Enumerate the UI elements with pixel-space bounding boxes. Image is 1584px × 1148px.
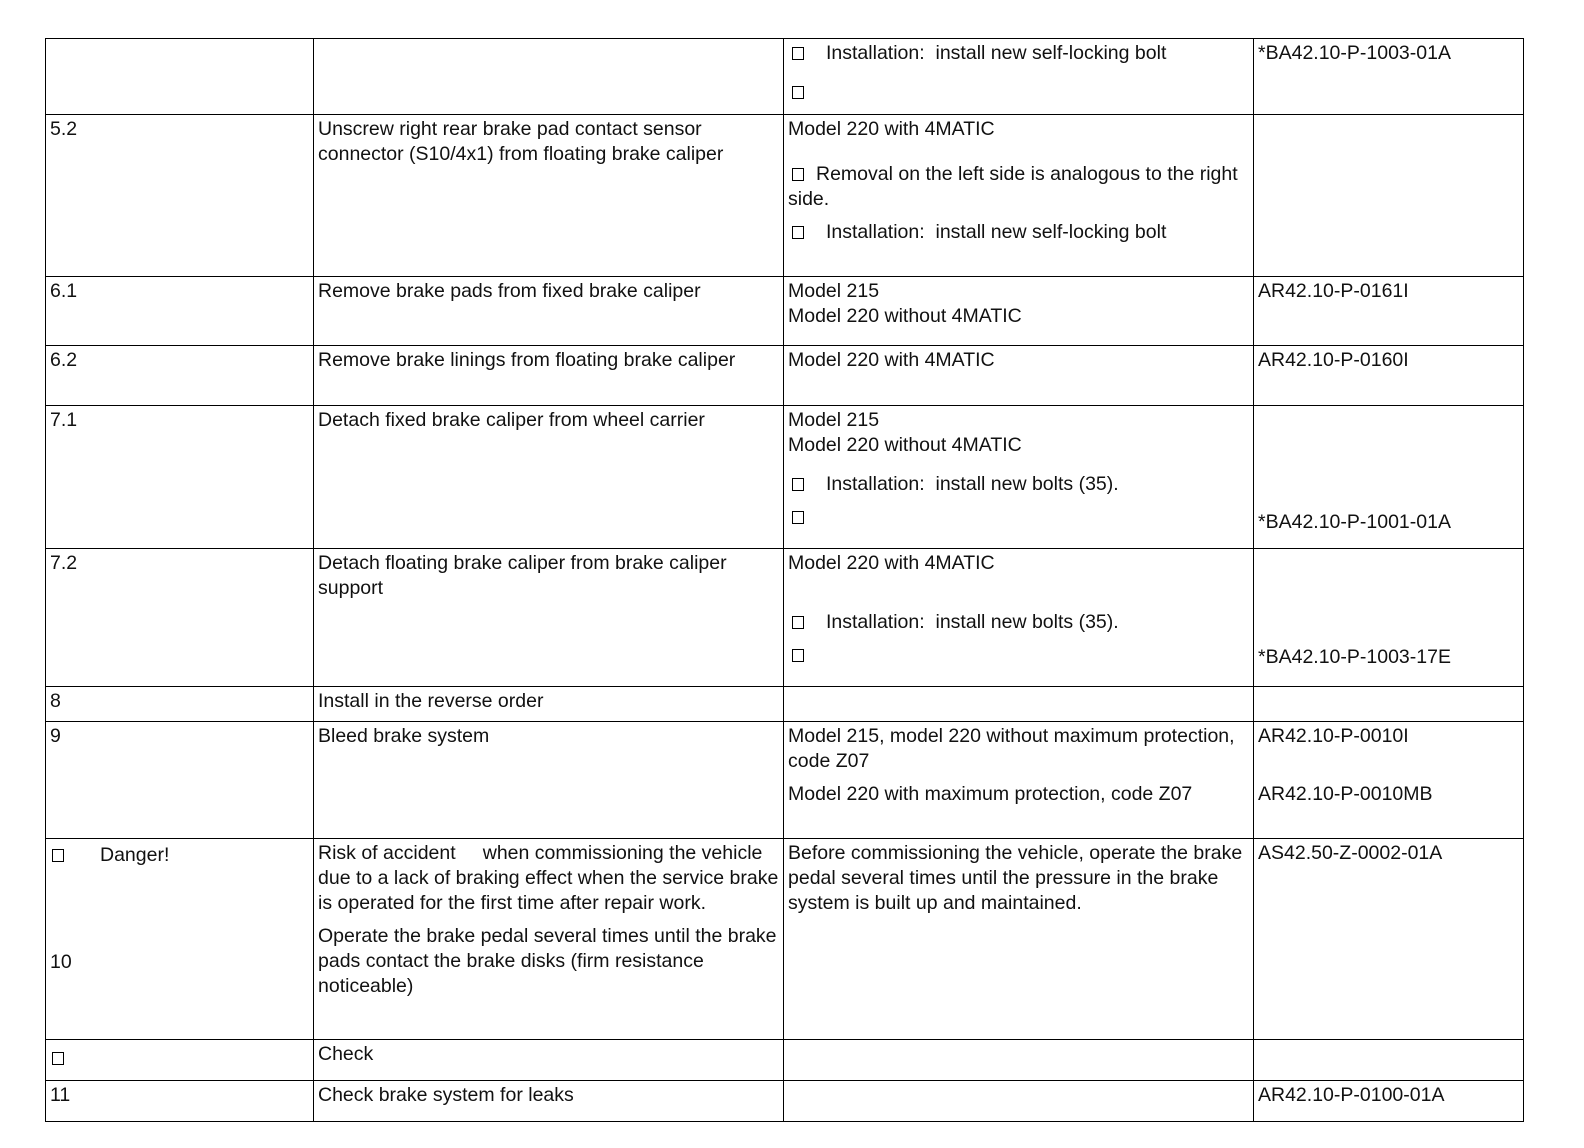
note-item — [788, 643, 1249, 668]
action-cell: Bleed brake system — [314, 722, 784, 839]
ref-cell — [1254, 39, 1524, 115]
table-row — [46, 687, 1524, 722]
action-cell: Check brake system for leaks — [314, 1081, 784, 1122]
note-item — [788, 80, 1249, 105]
notes-cell — [784, 687, 1254, 722]
ref-cell — [1254, 1040, 1524, 1081]
action-cell: Unscrew right rear brake pad contact sensor connector (S10/4x1) from floating brake caliper — [314, 115, 784, 277]
notes-cell — [784, 115, 1254, 277]
action-cell: Detach floating brake caliper from brake caliper support — [314, 549, 784, 687]
doc-ref-link[interactable]: AR42.10-P-0010MB — [1258, 783, 1433, 805]
note-item: Model 215 — [788, 409, 880, 431]
action-cell: Detach fixed brake caliper from wheel carrier — [314, 406, 784, 549]
notes-cell — [784, 1040, 1254, 1081]
action-cell: Remove brake linings from floating brake caliper — [314, 346, 784, 406]
note-item: Model 215 — [788, 280, 880, 302]
table-row — [46, 1040, 1524, 1081]
note-item: Model 220 with 4MATIC — [788, 349, 995, 371]
step-cell: 7.2 — [46, 549, 314, 687]
doc-ref-link[interactable]: AR42.10-P-0100-01A — [1258, 1084, 1445, 1106]
notes-cell — [784, 406, 1254, 549]
ref-cell — [1254, 277, 1524, 346]
note-item: Installation: install new bolts (35). — [788, 472, 1249, 497]
checkbox-icon — [792, 226, 804, 239]
doc-ref-link[interactable]: AR42.10-P-0010I — [1258, 725, 1409, 747]
notes-cell — [784, 839, 1254, 1040]
table-row — [46, 1081, 1524, 1122]
danger-note: Danger! — [50, 843, 309, 868]
action-cell: Install in the reverse order — [314, 687, 784, 722]
note-item — [788, 505, 1249, 530]
table-row — [46, 406, 1524, 549]
doc-ref-link[interactable]: AS42.50-Z-0002-01A — [1258, 842, 1443, 864]
table-row — [46, 115, 1524, 277]
ref-cell — [1254, 346, 1524, 406]
doc-ref-link[interactable]: *BA42.10-P-1001-01A — [1258, 511, 1451, 533]
step-cell: 7.1 — [46, 406, 314, 549]
ref-cell — [1254, 839, 1524, 1040]
notes-cell — [784, 277, 1254, 346]
checkbox-icon — [792, 168, 804, 181]
note-item: Model 220 without 4MATIC — [788, 305, 1022, 327]
checkbox-icon — [792, 86, 804, 99]
ref-cell — [1254, 406, 1524, 549]
ref-cell — [1254, 1081, 1524, 1122]
notes-cell — [784, 549, 1254, 687]
doc-ref-link[interactable]: AR42.10-P-0161I — [1258, 280, 1409, 302]
step-cell: 8 — [46, 687, 314, 722]
doc-ref-link[interactable]: AR42.10-P-0160I — [1258, 349, 1409, 371]
table-row — [46, 722, 1524, 839]
checkbox-icon — [792, 478, 804, 491]
note-item: Model 220 with 4MATIC — [788, 118, 995, 140]
notes-cell — [784, 39, 1254, 115]
ref-cell — [1254, 115, 1524, 277]
step-cell — [46, 39, 314, 115]
note-item: Model 220 without 4MATIC — [788, 434, 1022, 456]
table-row — [46, 549, 1524, 687]
note-item: Installation: install new self-locking bolt — [788, 41, 1249, 66]
step-cell: 6.2 — [46, 346, 314, 406]
table-row — [46, 39, 1524, 115]
action-cell: Check — [314, 1040, 784, 1081]
note-item: Installation: install new bolts (35). — [788, 610, 1249, 635]
note-item: Model 220 with 4MATIC — [788, 552, 995, 574]
warning-checkbox-icon — [52, 849, 64, 862]
action-cell — [314, 39, 784, 115]
step-cell: 9 — [46, 722, 314, 839]
action-text: Operate the brake pedal several times until the brake pads contact the brake disks (firm resistance noticeable) — [318, 925, 777, 997]
table-row — [46, 839, 1524, 1040]
table-row — [46, 346, 1524, 406]
action-cell — [314, 839, 784, 1040]
note-item: Before commissioning the vehicle, operate the brake pedal several times until the pressure in the brake system is built up and maintained. — [788, 842, 1243, 914]
step-cell: Danger! 10 — [46, 839, 314, 1040]
checkbox-icon — [792, 47, 804, 60]
action-cell: Remove brake pads from fixed brake caliper — [314, 277, 784, 346]
checkbox-icon — [792, 616, 804, 629]
checkbox-icon — [52, 1052, 64, 1065]
note-item: Model 220 with maximum protection, code Z07 — [788, 783, 1193, 805]
danger-text: Risk of accident when commissioning the vehicle due to a lack of braking effect when the service brake is operated for the first time after repair work. — [318, 842, 779, 914]
notes-cell — [784, 346, 1254, 406]
procedure-table — [45, 38, 1524, 1122]
doc-ref-link[interactable]: *BA42.10-P-1003-01A — [1258, 42, 1451, 64]
table-row — [46, 277, 1524, 346]
step-cell: 11 — [46, 1081, 314, 1122]
step-cell: 6.1 — [46, 277, 314, 346]
step-cell: 5.2 — [46, 115, 314, 277]
doc-ref-link[interactable]: *BA42.10-P-1003-17E — [1258, 646, 1451, 668]
checkbox-icon — [792, 649, 804, 662]
note-item: Installation: install new self-locking bolt — [788, 220, 1249, 245]
note-item: Model 215, model 220 without maximum protection, code Z07 — [788, 725, 1235, 772]
ref-cell — [1254, 687, 1524, 722]
notes-cell — [784, 1081, 1254, 1122]
step-cell — [46, 1040, 314, 1081]
ref-cell — [1254, 722, 1524, 839]
note-item: Removal on the left side is analogous to the right side. — [788, 163, 1238, 210]
ref-cell — [1254, 549, 1524, 687]
checkbox-icon — [792, 511, 804, 524]
notes-cell — [784, 722, 1254, 839]
